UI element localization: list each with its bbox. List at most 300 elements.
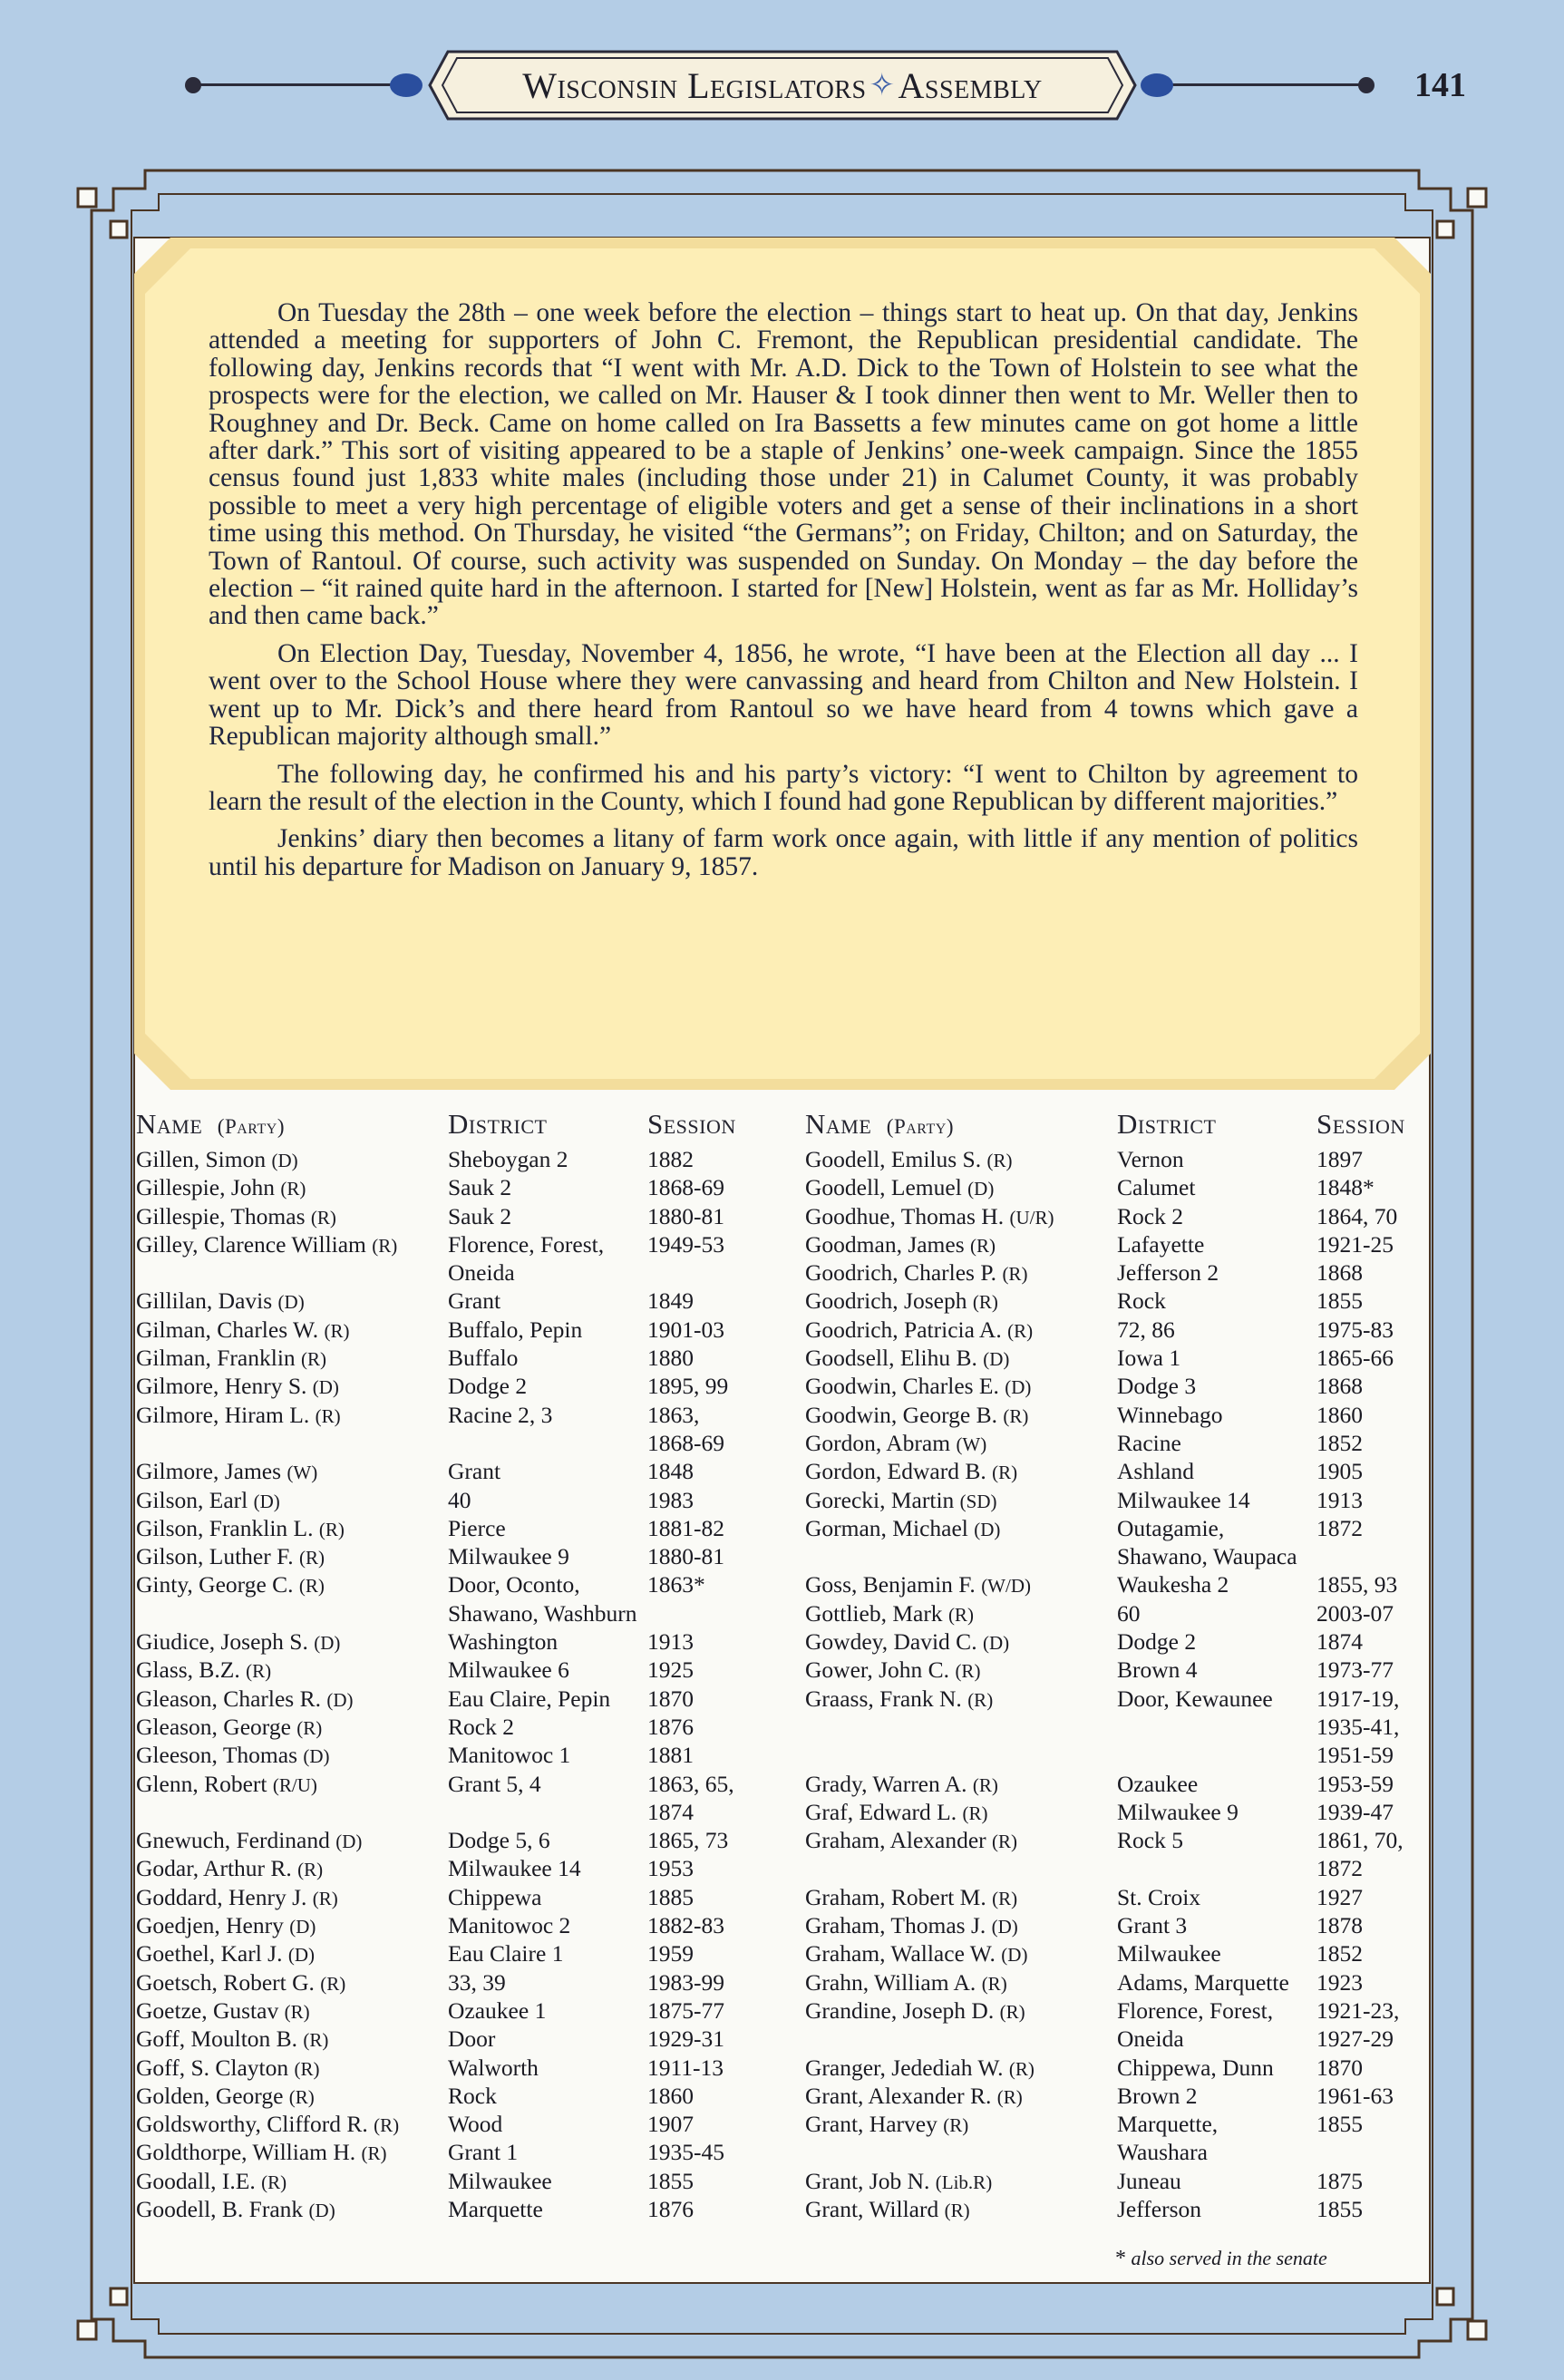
legislator-session: 1874 <box>647 1798 694 1825</box>
narrative-paragraph: The following day, he confirmed his and his party’s victory: “I went to Chilton by agreement to learn the result of the election in the County, which I found had gone Republican by different majorities.” <box>209 759 1358 816</box>
legislator-name-text: Goethel, Karl J. <box>136 1940 283 1967</box>
legislator-name-text: Grahn, William A. <box>805 1968 976 1996</box>
table-row <box>136 1884 762 1912</box>
legislator-district: Lafayette <box>1117 1230 1205 1258</box>
legislator-party: (R) <box>996 2085 1023 2108</box>
legislator-district: Rock <box>1117 1287 1166 1315</box>
table-row <box>805 1345 1440 1373</box>
table-header <box>805 1108 1440 1146</box>
legislator-session: 1868 <box>1316 1373 1363 1400</box>
legislator-column-right <box>805 1108 1440 2224</box>
legislator-party: (D) <box>326 1688 354 1711</box>
legislator-name <box>805 1685 993 1713</box>
header-name <box>805 1108 954 1141</box>
legislator-name-text: Graass, Frank N. <box>805 1685 962 1712</box>
table-row <box>805 1430 1440 1458</box>
legislator-session: 1935-45 <box>647 2139 724 2166</box>
legislator-party: (D) <box>277 1291 305 1314</box>
legislator-party: (R) <box>992 1887 1018 1909</box>
legislator-session: 1875-77 <box>647 1996 724 2024</box>
legislator-session: 1865, 73 <box>647 1827 729 1854</box>
legislator-name-text: Goodrich, Charles P. <box>805 1259 997 1287</box>
legislator-session: 1863, <box>647 1401 700 1428</box>
legislator-district: Sheboygan 2 <box>448 1146 568 1172</box>
legislator-name-text: Grant, Alexander R. <box>805 2082 992 2109</box>
legislator-district: 33, 39 <box>448 1968 506 1996</box>
legislator-party: (R) <box>943 2114 969 2137</box>
legislator-district: Calumet <box>1117 1174 1196 1201</box>
legislator-party: (R) <box>284 2000 310 2023</box>
legislator-district: Ashland <box>1117 1458 1194 1485</box>
legislator-name <box>805 1430 986 1457</box>
legislator-district: Ozaukee 1 <box>448 1996 547 2024</box>
legislator-session: 1880-81 <box>647 1202 724 1229</box>
legislator-party: (R) <box>972 1773 998 1796</box>
table-row <box>136 1515 762 1543</box>
legislator-session: 1901-03 <box>647 1316 724 1343</box>
legislator-district: Eau Claire 1 <box>448 1940 564 1967</box>
legislator-name <box>136 1373 339 1400</box>
table-row <box>805 1487 1440 1515</box>
table-row <box>805 1685 1440 1714</box>
legislator-name <box>136 1203 336 1230</box>
legislator-party: (R) <box>303 2029 329 2052</box>
legislator-district: Milwaukee 14 <box>448 1855 581 1882</box>
legislator-name <box>805 1316 1033 1344</box>
legislator-name-text: Graham, Alexander <box>805 1827 986 1854</box>
legislator-name <box>805 1969 1007 1996</box>
legislator-district: Iowa 1 <box>1117 1345 1181 1372</box>
legislator-name <box>136 1714 322 1741</box>
table-row <box>805 1940 1440 1968</box>
legislator-district: Milwaukee <box>1117 1940 1221 1967</box>
table-row <box>136 1487 762 1515</box>
table-row <box>136 2025 762 2054</box>
table-row <box>136 1571 762 1599</box>
legislator-session: 1870 <box>647 1685 694 1712</box>
legislator-name-text: Grant, Willard <box>805 2195 939 2222</box>
table-row <box>805 1855 1440 1883</box>
legislator-party: (R) <box>947 1603 974 1626</box>
legislator-party: (R) <box>372 1234 398 1257</box>
legislator-name <box>805 1771 998 1798</box>
legislator-name-text: Gottlieb, Mark <box>805 1599 943 1627</box>
legislator-name-text: Goodwin, George B. <box>805 1401 998 1428</box>
footnote <box>1115 2247 1327 2271</box>
legislator-party: (R) <box>1003 1404 1029 1427</box>
header-party: (Party) <box>886 1115 954 1138</box>
legislator-party: (R) <box>298 1575 325 1598</box>
legislator-name <box>805 1146 1012 1173</box>
legislator-district: Grant <box>448 1458 501 1485</box>
table-row <box>136 1373 762 1401</box>
legislator-session: 1927 <box>1316 1883 1363 1910</box>
table-row <box>805 1174 1440 1202</box>
table-row <box>136 1969 762 1997</box>
legislator-district: Chippewa, Dunn <box>1117 2054 1274 2081</box>
legislator-session: 1917-19, <box>1316 1685 1400 1712</box>
legislator-district: Manitowoc 1 <box>448 1742 571 1769</box>
legislator-party: (R) <box>312 1887 338 1909</box>
legislator-name-text: Graham, Thomas J. <box>805 1912 986 1939</box>
legislator-session: 1860 <box>1316 1401 1363 1428</box>
legislator-party: (D) <box>314 1632 341 1655</box>
legislator-name-text: Gorman, Michael <box>805 1514 968 1541</box>
legislator-name <box>136 1940 315 1967</box>
legislator-district: St. Croix <box>1117 1883 1201 1910</box>
legislator-name-text: Goodell, Lemuel <box>805 1174 962 1201</box>
legislator-party: (R) <box>320 1972 346 1995</box>
legislator-session: 1983-99 <box>647 1968 724 1996</box>
legislator-session: 1874 <box>1316 1628 1363 1656</box>
legislator-session: 1949-53 <box>647 1230 724 1258</box>
legislator-party: (D) <box>983 1348 1010 1371</box>
legislator-name-text: Glenn, Robert <box>136 1770 267 1797</box>
legislator-name <box>805 1997 1025 2025</box>
legislator-session: 1881-82 <box>647 1514 724 1541</box>
legislator-session: 1953 <box>647 1855 694 1882</box>
legislator-district: Racine <box>1117 1429 1181 1456</box>
legislator-district: Grant 5, 4 <box>448 1770 541 1797</box>
table-row <box>805 1997 1440 2025</box>
legislator-party: (R) <box>297 1859 324 1881</box>
legislator-name-text: Grandine, Joseph D. <box>805 1996 995 2024</box>
legislator-district: Shawano, Washburn <box>448 1599 637 1627</box>
legislator-party: (R) <box>1002 1263 1028 1286</box>
legislator-session: 1848* <box>1316 1174 1375 1201</box>
header-session: Session <box>647 1108 736 1140</box>
legislator-party: (D) <box>982 1632 1010 1655</box>
legislator-name <box>136 2196 335 2223</box>
legislator-name-text: Graham, Wallace W. <box>805 1940 996 1967</box>
legislator-session: 1855 <box>1316 2111 1363 2138</box>
legislator-district: Washington <box>448 1628 559 1656</box>
legislator-district: Wood <box>448 2111 503 2138</box>
legislator-name-text: Gowdey, David C. <box>805 1628 977 1656</box>
legislator-district: Outagamie, <box>1117 1514 1225 1541</box>
legislator-name <box>805 2168 992 2195</box>
legislator-session: 2003-07 <box>1316 1599 1394 1627</box>
table-row <box>805 1571 1440 1599</box>
legislator-name-text: Goodall, I.E. <box>136 2167 256 2194</box>
table-row <box>805 1543 1440 1571</box>
table-row <box>136 2055 762 2083</box>
legislator-session: 1921-25 <box>1316 1230 1394 1258</box>
legislator-session: 1865-66 <box>1316 1345 1394 1372</box>
legislator-name <box>136 2083 315 2110</box>
legislator-name <box>805 2055 1035 2082</box>
table-row <box>136 1402 762 1430</box>
table-row <box>136 1628 762 1656</box>
legislator-district: 40 <box>448 1486 471 1513</box>
legislator-district: Vernon <box>1117 1146 1184 1172</box>
legislator-name-text: Goodrich, Patricia A. <box>805 1316 1002 1343</box>
legislator-party: (R) <box>324 1319 350 1342</box>
legislator-name-text: Goodsell, Elihu B. <box>805 1345 977 1372</box>
legislator-name <box>805 1940 1027 1967</box>
table-row <box>805 1231 1440 1259</box>
running-title-part2: Assembly <box>898 64 1043 106</box>
table-row <box>805 2168 1440 2196</box>
table-row <box>805 1458 1440 1486</box>
legislator-name <box>805 1373 1031 1400</box>
legislator-name-text: Gilman, Charles W. <box>136 1316 319 1343</box>
legislator-name <box>136 1969 345 1996</box>
legislator-district: Door, Kewaunee <box>1117 1685 1273 1712</box>
table-row <box>136 1430 762 1458</box>
legislator-name-text: Goodell, Emilus S. <box>805 1146 982 1172</box>
legislator-name-text: Gower, John C. <box>805 1656 950 1684</box>
legislator-name <box>805 1259 1027 1287</box>
table-row <box>805 2055 1440 2083</box>
legislator-party: (R) <box>962 1802 988 1824</box>
legislator-name <box>136 2055 320 2082</box>
legislator-party: (R) <box>301 1348 327 1371</box>
legislator-party: (Lib.R) <box>935 2171 993 2193</box>
legislator-session: 1880 <box>647 1345 694 1372</box>
legislator-name <box>805 1458 1017 1485</box>
legislator-name-text: Goodwin, Charles E. <box>805 1373 999 1400</box>
legislator-party: (R) <box>986 1150 1013 1171</box>
legislator-party: (D) <box>308 2199 335 2221</box>
legislator-session: 1913 <box>647 1628 694 1656</box>
legislator-session: 1868-69 <box>647 1429 724 1456</box>
legislator-party: (R) <box>992 1831 1018 1853</box>
legislator-session: 1925 <box>647 1656 694 1684</box>
legislator-name-text: Goodell, B. Frank <box>136 2195 304 2222</box>
legislator-name-text: Goedjen, Henry <box>136 1912 284 1939</box>
legislator-name <box>805 1287 998 1315</box>
legislator-party: (D) <box>289 1916 316 1938</box>
legislator-district: Racine 2, 3 <box>448 1401 553 1428</box>
legislator-name <box>136 1912 316 1939</box>
header-name-label: Name <box>136 1108 203 1140</box>
legislator-district: Oneida <box>1117 2025 1184 2053</box>
legislator-name <box>136 1771 317 1798</box>
legislator-party: (R) <box>1008 2057 1035 2080</box>
table-row <box>136 1458 762 1486</box>
legislator-name <box>805 1884 1017 1911</box>
legislator-district: Walworth <box>448 2054 539 2081</box>
legislator-name <box>136 1685 354 1713</box>
legislator-party: (R) <box>318 1518 345 1540</box>
legislator-session: 1863* <box>647 1571 705 1598</box>
legislator-session: 1921-23, <box>1316 1996 1400 2024</box>
table-row <box>805 1742 1440 1770</box>
legislator-name-text: Grant, Harvey <box>805 2111 937 2138</box>
legislator-district: Adams, Marquette <box>1117 1968 1289 1996</box>
table-row <box>805 2025 1440 2054</box>
legislator-name <box>136 2025 328 2053</box>
legislator-name-text: Goetze, Gustav <box>136 1996 279 2024</box>
table-row <box>136 1543 762 1571</box>
legislator-district: Grant 3 <box>1117 1912 1188 1939</box>
legislator-party: (D) <box>1005 1376 1032 1399</box>
legislator-name-text: Gilman, Franklin <box>136 1345 296 1372</box>
legislator-name <box>805 1571 1031 1598</box>
legislator-name <box>136 2111 399 2138</box>
legislator-name-text: Goodman, James <box>805 1230 965 1258</box>
running-title-part1: Wisconsin Legislators <box>522 64 867 106</box>
legislator-session: 1897 <box>1316 1146 1363 1172</box>
legislator-session: 1855 <box>1316 2195 1363 2222</box>
table-row <box>136 2139 762 2167</box>
legislator-district: Marquette, <box>1117 2111 1219 2138</box>
header-district: District <box>448 1108 548 1140</box>
legislator-session: 1860 <box>647 2082 694 2109</box>
legislator-name-text: Gillen, Simon <box>136 1146 267 1172</box>
legislator-district: Rock 2 <box>448 1713 514 1740</box>
legislator-party: (D) <box>967 1178 995 1200</box>
compass-star-icon: ✧ <box>869 69 896 102</box>
table-row <box>805 1656 1440 1685</box>
table-row <box>805 1287 1440 1316</box>
table-row <box>805 2083 1440 2111</box>
table-row <box>136 1259 762 1287</box>
legislator-district: Rock <box>448 2082 497 2109</box>
legislator-name-text: Goldsworthy, Clifford R. <box>136 2111 368 2138</box>
legislator-party: (R) <box>970 1234 996 1257</box>
legislator-district: Waukesha 2 <box>1117 1571 1229 1598</box>
table-row <box>805 1203 1440 1231</box>
legislator-district: Dodge 3 <box>1117 1373 1197 1400</box>
legislator-name-text: Gleason, Charles R. <box>136 1685 321 1712</box>
legislator-name-text: Goldthorpe, William H. <box>136 2139 356 2166</box>
table-row <box>805 1146 1440 1174</box>
narrative-paragraph: Jenkins’ diary then becomes a litany of farm work once again, with little if any mention of politics until his departure for Madison on January 9, 1857. <box>209 824 1358 881</box>
legislator-session: 1868-69 <box>647 1174 724 1201</box>
legislator-session: 1852 <box>1316 1940 1363 1967</box>
narrative-paragraph: On Tuesday the 28th – one week before the election – things start to heat up. On that day, Jenkins attended a meeting for supporters of John C. Fremont, the Republican presidential candidate. The following day, Jenkins records that “I went with Mr. A.D. Dick to the Town of Holstein to see what the prospects were for the election, we called on Mr. Hauser & I took dinner then went to Mr. Weller then to Roughney and Dr. Beck. Came on home called on Ira Bassetts a few minutes came on got home a little after dark.” This sort of visiting appeared to be a staple of Jenkins’ one-week campaign. Since the 1855 census found just 1,833 white males (including those under 21) in Calumet County, it was probably possible to meet a very high percentage of eligible voters and get a sense of their inclinations in a short time using this method. On Thursday, he visited “the Germans”; on Friday, Chilton; and on Saturday, the Town of Rantoul. Of course, such activity was suspended on Sunday. On Monday – the day before the election – “it rained quite hard in the afternoon. I started for [New] Holstein, went as far as Mr. Holliday’s and then came back.” <box>209 298 1358 631</box>
table-row <box>136 1656 762 1685</box>
table-row <box>805 2111 1440 2139</box>
legislator-session: 1855 <box>647 2167 694 2194</box>
legislator-district: Chippewa <box>448 1883 542 1910</box>
legislator-name-text: Godar, Arthur R. <box>136 1855 292 1882</box>
narrative-box <box>134 238 1431 1090</box>
legislator-party: (R) <box>288 2085 315 2108</box>
legislator-name <box>136 1571 325 1598</box>
table-row <box>136 1203 762 1231</box>
legislator-district: Jefferson 2 <box>1117 1259 1219 1287</box>
legislator-name-text: Gillespie, Thomas <box>136 1202 306 1229</box>
legislator-party: (D) <box>335 1831 363 1853</box>
legislator-session: 1849 <box>647 1287 694 1315</box>
legislator-session: 1872 <box>1316 1514 1363 1541</box>
legislator-name <box>136 1742 330 1769</box>
table-row <box>136 1345 762 1373</box>
table-row <box>805 1259 1440 1287</box>
legislator-name <box>805 2083 1023 2110</box>
legislator-party: (R) <box>967 1688 994 1711</box>
legislator-name <box>805 1345 1009 1372</box>
table-row <box>805 1969 1440 1997</box>
legislator-name-text: Gilson, Franklin L. <box>136 1514 314 1541</box>
legislator-district: Milwaukee 6 <box>448 1656 569 1684</box>
legislator-session: 1907 <box>647 2111 694 2138</box>
header-name <box>136 1108 285 1141</box>
legislator-district: Milwaukee 9 <box>1117 1798 1239 1825</box>
legislator-party: (R) <box>992 1462 1018 1484</box>
legislator-name <box>805 1600 974 1627</box>
legislator-column-left <box>136 1108 762 2224</box>
legislator-session: 1861, 70, <box>1316 1827 1404 1854</box>
legislator-session: 1876 <box>647 1713 694 1740</box>
legislator-session: 1882-83 <box>647 1912 724 1939</box>
legislator-session: 1855 <box>1316 1287 1363 1315</box>
legislator-district: Door <box>448 2025 496 2053</box>
legislator-name-text: Gillespie, John <box>136 1174 275 1201</box>
legislator-district: 72, 86 <box>1117 1316 1175 1343</box>
legislator-session: 1911-13 <box>647 2054 724 2081</box>
legislator-party: (D) <box>312 1376 339 1399</box>
legislator-district: Juneau <box>1117 2167 1181 2194</box>
table-row <box>136 2111 762 2139</box>
legislator-session: 1961-63 <box>1316 2082 1394 2109</box>
legislator-party: (R) <box>294 2057 320 2080</box>
legislator-session: 1927-29 <box>1316 2025 1394 2053</box>
table-row <box>136 2168 762 2196</box>
table-row <box>136 1714 762 1742</box>
legislator-session: 1953-59 <box>1316 1770 1394 1797</box>
legislator-name <box>805 1402 1028 1429</box>
legislator-session: 1929-31 <box>647 2025 724 2053</box>
legislator-district: Manitowoc 2 <box>448 1912 571 1939</box>
legislator-party: (R) <box>310 1206 336 1229</box>
legislator-party: (R) <box>944 2199 970 2221</box>
legislator-district: Milwaukee <box>448 2167 552 2194</box>
legislator-name-text: Gnewuch, Ferdinand <box>136 1827 330 1854</box>
legislator-name-text: Gilson, Earl <box>136 1486 248 1513</box>
legislator-session: 1905 <box>1316 1458 1363 1485</box>
legislator-name <box>136 1231 397 1258</box>
legislator-session: 1975-83 <box>1316 1316 1394 1343</box>
table-header <box>136 1108 762 1146</box>
legislator-session: 1878 <box>1316 1912 1363 1939</box>
legislator-district: Pierce <box>448 1514 506 1541</box>
legislator-district: Rock 2 <box>1117 1202 1183 1229</box>
legislator-party: (R) <box>374 2114 400 2137</box>
legislator-district: Door, Oconto, <box>448 1571 580 1598</box>
legislator-name <box>136 1316 350 1344</box>
legislator-name <box>136 1543 325 1570</box>
legislator-district: Oneida <box>448 1259 515 1287</box>
legislator-district: Buffalo <box>448 1345 519 1372</box>
legislator-name <box>805 2111 968 2138</box>
legislator-name-text: Goodrich, Joseph <box>805 1287 967 1315</box>
legislator-name-text: Gillilan, Davis <box>136 1287 273 1315</box>
legislator-name <box>805 2196 970 2223</box>
legislator-party: (D) <box>1001 1944 1028 1967</box>
legislator-district: Sauk 2 <box>448 1174 512 1201</box>
table-row <box>136 1742 762 1770</box>
legislator-district: Sauk 2 <box>448 1202 512 1229</box>
legislator-party: (D) <box>253 1490 280 1512</box>
legislator-name-text: Gilmore, Henry S. <box>136 1373 307 1400</box>
header-district: District <box>1117 1108 1217 1140</box>
legislator-district: Marquette <box>448 2195 543 2222</box>
table-row <box>136 1231 762 1259</box>
legislator-district: Grant <box>448 1287 501 1315</box>
legislator-district: Brown 2 <box>1117 2082 1198 2109</box>
legislator-district: Dodge 2 <box>448 1373 528 1400</box>
legislator-session: 1872 <box>1316 1855 1363 1882</box>
legislator-name <box>805 1174 994 1201</box>
legislator-district: Waushara <box>1117 2139 1208 2166</box>
legislator-party: (SD) <box>959 1490 997 1512</box>
table-row <box>805 2196 1440 2224</box>
legislator-session: 1876 <box>647 2195 694 2222</box>
